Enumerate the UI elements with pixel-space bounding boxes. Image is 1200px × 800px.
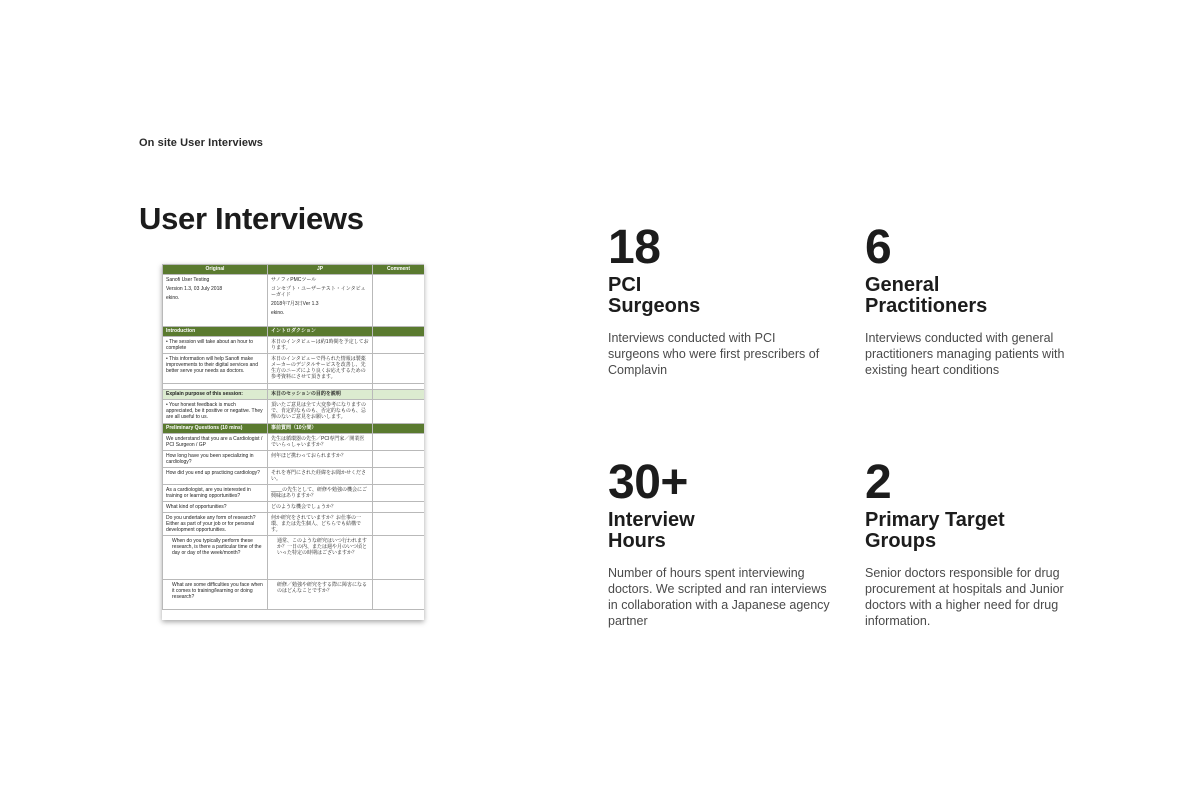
table-cell: 何か研究をされていますか？お仕事の一環、または先生個人、どちらでも結構です。 [268,513,373,536]
interview-guide-table [162,264,424,610]
stat-description: Interviews conducted with PCI surgeons who were first prescribers of Complavin [608,331,820,377]
stat-label [608,275,838,317]
interview-guide-document-preview [162,264,424,620]
stat-label [608,510,838,552]
table-cell: 本日のインタビューは約1時間を予定しております。 [268,337,373,354]
table-cell: 何年ほど携わっておられますか？ [268,451,373,468]
table-row [163,451,425,468]
stat-label [865,275,1095,317]
cell-text: 2018年7月3日Ver 1.3 [271,301,319,307]
table-cell [268,275,373,327]
table-cell: それを専門にされた経緯をお聞かせください。 [268,468,373,485]
stat-number: 2 [865,456,892,509]
table-cell: As a cardiologist, are you interested in training or learning opportunities? [163,485,268,502]
stat-label-line: Primary Target [865,509,1005,531]
table-row [163,468,425,485]
table-cell: How did you end up practicing cardiology? [163,468,268,485]
table-cell [373,337,425,354]
stat-label-line: Hours [608,530,666,552]
stat-label-line: Groups [865,530,937,552]
table-cell: What kind of opportunities? [163,502,268,513]
table-cell [373,327,425,337]
table-cell [373,400,425,424]
stat-number: 18 [608,221,661,274]
table-row [163,337,425,354]
table-cell [373,485,425,502]
table-header-row [163,265,425,275]
stat-label-line: PCI [608,274,642,296]
table-cell: 頂いたご意見は全て大変参考になりますので、肯定的なものも、否定的なものも、忌憚のないご意見をお願いします。 [268,400,373,424]
stat-general-practitioners [865,221,1095,378]
table-cell [373,451,425,468]
table-row [163,485,425,502]
table-cell: 通常、このような研究はいつ行われますか？一日の内、または週や月のいつ頃といった特定の時期はございますか？ [268,536,373,580]
stat-label-line: Practitioners [865,295,988,317]
column-header-jp: JP [268,265,373,275]
table-cell [373,536,425,580]
table-row [163,400,425,424]
table-cell: ____の先生として、研修や勉強の機会にご興味はありますか？ [268,485,373,502]
stat-number: 30+ [608,456,688,509]
table-cell [373,513,425,536]
cell-text: Version 1.3, 03 July 2018 [166,286,223,292]
table-cell [373,434,425,451]
column-header-original: Original [163,265,268,275]
stat-primary-target-groups [865,456,1095,629]
table-cell [373,275,425,327]
section-row [163,424,425,434]
table-cell [373,424,425,434]
table-cell: When do you typically perform these research, is there a particular time of the day or day of the week/month? [163,536,268,580]
table-cell [373,390,425,400]
table-cell: イントロダクション [268,327,373,337]
cell-text: ekino. [166,295,180,301]
table-row [163,536,425,580]
cell-text: ekino. [271,310,285,316]
column-header-comment: Comment [373,265,425,275]
eyebrow-label: On site User Interviews [139,137,263,149]
table-row [163,434,425,451]
table-row [163,275,425,327]
table-cell [373,468,425,485]
section-row [163,327,425,337]
table-cell: 本日のインタビューで得られた情報は製薬メーカーのデジタルサービスを改善し、先生方のニーズにより良くお応えするための参考資料にさせて頂きます。 [268,354,373,384]
stat-label-line: Interview [608,509,695,531]
stat-description: Senior doctors responsible for drug procurement at hospitals and Junior doctors with a higher need for drug information. [865,566,1064,628]
table-cell: • Your honest feedback is much appreciated, be it positive or negative. They are all useful to us. [163,400,268,424]
table-cell: Explain purpose of this session: [163,390,268,400]
table-cell: 本日のセッションの目的を説明 [268,390,373,400]
table-cell: どのような機会でしょうか？ [268,502,373,513]
table-cell: Preliminary Questions (10 mins) [163,424,268,434]
stat-label-line: Surgeons [608,295,701,317]
table-cell: What are some difficulties you face when it comes to training/learning or doing research? [163,580,268,610]
table-cell: 研修／勉強や研究をする際に障害になるのはどんなことですか？ [268,580,373,610]
table-cell [163,275,268,327]
table-cell [373,580,425,610]
section-row [163,390,425,400]
table-cell: • This information will help Sanofi make improvements to their digital services and better serve your needs as doctors. [163,354,268,384]
stat-label [865,510,1095,552]
table-cell: Introduction [163,327,268,337]
section-title: User Interviews [139,201,364,236]
table-row [163,354,425,384]
table-cell: Do you undertake any form of research? Either as part of your job or for personal development opportunities. [163,513,268,536]
cell-text: コンセプト・ユーザーテスト・インタビューガイド [271,286,366,298]
stat-description: Number of hours spent interviewing doctors. We scripted and ran interviews in collaboration with a Japanese agency partner [608,566,830,628]
table-cell: We understand that you are a Cardiologist / PCI Surgeon / GP [163,434,268,451]
table-cell: 先生は循環器の先生／PCI専門家／開業医でいらっしゃいますか？ [268,434,373,451]
table-cell: 事前質問（10分間） [268,424,373,434]
cell-text: Sanofi User Testing [166,277,210,283]
stat-pci-surgeons [608,221,838,378]
table-cell: • The session will take about an hour to complete [163,337,268,354]
cell-text: サノフィPMCツール [271,277,317,283]
table-row [163,513,425,536]
table-cell: How long have you been specializing in cardiology? [163,451,268,468]
table-cell [373,502,425,513]
table-row [163,580,425,610]
table-row [163,502,425,513]
stat-label-line: General [865,274,940,296]
stat-interview-hours [608,456,838,629]
table-cell [373,354,425,384]
stat-description: Interviews conducted with general practitioners managing patients with existing heart conditions [865,331,1065,377]
stat-number: 6 [865,221,892,274]
